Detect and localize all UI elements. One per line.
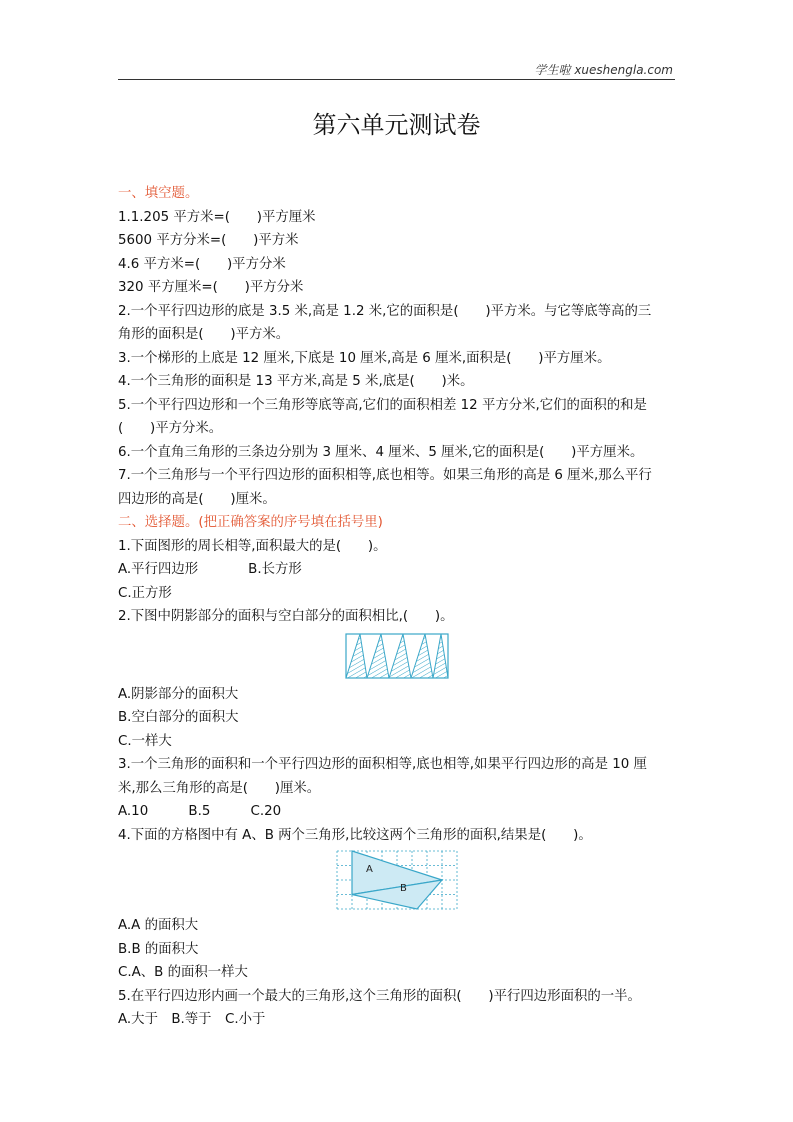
option-c: C.一样大 <box>118 733 172 749</box>
question-line: 320 平方厘米=( )平方分米 <box>118 280 304 295</box>
triangle-b-label: B <box>400 883 407 894</box>
option-b: B.B 的面积大 <box>118 941 199 957</box>
option-a: A.阴影部分的面积大 <box>118 686 239 702</box>
option-b: B.空白部分的面积大 <box>118 710 239 725</box>
document-title: 第六单元测试卷 <box>312 111 481 139</box>
option-b: B.长方形 <box>248 562 302 577</box>
question-line: 四边形的高是( )厘米。 <box>118 491 276 507</box>
question-3-options: A.10 B.5 C.20 <box>118 804 282 819</box>
option-c: C.正方形 <box>118 585 172 601</box>
question-line: 5600 平方分米=( )平方米 <box>118 233 299 248</box>
question-1-options-row <box>118 558 676 582</box>
question-line: 角形的面积是( )平方米。 <box>118 327 290 342</box>
question-line: 7.一个三角形与一个平行四边形的面积相等,底也相等。如果三角形的高是 6 厘米,那么平行 <box>118 468 652 483</box>
shaded-triangles-figure <box>118 629 676 683</box>
question-3-stem-cont: 米,那么三角形的高是( )厘米。 <box>118 780 321 796</box>
question-1-stem: 1.下面图形的周长相等,面积最大的是( )。 <box>118 538 387 554</box>
triangle-a-label: A <box>366 864 373 875</box>
grid-triangles-figure <box>118 847 676 914</box>
question-line: 1.1.205 平方米=( )平方厘米 <box>118 209 316 225</box>
header-divider <box>118 79 675 80</box>
question-4-stem: 4.下面的方格图中有 A、B 两个三角形,比较这两个三角形的面积,结果是( )。 <box>118 827 592 843</box>
question-2-stem: 2.下图中阴影部分的面积与空白部分的面积相比,( )。 <box>118 609 454 624</box>
site-brand: 学生啦 xueshengla.com <box>534 63 673 77</box>
document-body <box>118 182 676 1032</box>
section-title-multiple-choice: 二、选择题。(把正确答案的序号填在括号里) <box>118 515 383 530</box>
question-line: ( )平方分米。 <box>118 421 223 436</box>
question-line: 3.一个梯形的上底是 12 厘米,下底是 10 厘米,高是 6 厘米,面积是( )平方厘米。 <box>118 350 611 366</box>
question-line: 4.一个三角形的面积是 13 平方米,高是 5 米,底是( )米。 <box>118 374 474 389</box>
grid-triangles-diagram <box>336 850 458 910</box>
shaded-triangles-diagram <box>345 633 449 679</box>
question-3-stem: 3.一个三角形的面积和一个平行四边形的面积相等,底也相等,如果平行四边形的高是 10 厘 <box>118 757 647 772</box>
question-5-options: A.大于 B.等于 C.小于 <box>118 1012 266 1027</box>
question-5-stem: 5.在平行四边形内画一个最大的三角形,这个三角形的面积( )平行四边形面积的一半。 <box>118 988 641 1004</box>
question-line: 2.一个平行四边形的底是 3.5 米,高是 1.2 米,它的面积是( )平方米。与它等底等高的三 <box>118 303 652 319</box>
question-line: 6.一个直角三角形的三条边分别为 3 厘米、4 厘米、5 厘米,它的面积是( )平方厘米。 <box>118 444 644 460</box>
option-c: C.A、B 的面积一样大 <box>118 965 248 980</box>
question-line: 4.6 平方米=( )平方分米 <box>118 256 286 272</box>
option-a: A.A 的面积大 <box>118 918 199 933</box>
option-a: A.平行四边形 <box>118 562 199 577</box>
section-title-fill-blanks: 一、填空题。 <box>118 186 199 201</box>
question-line: 5.一个平行四边形和一个三角形等底等高,它们的面积相差 12 平方分米,它们的面积的和是 <box>118 397 647 413</box>
